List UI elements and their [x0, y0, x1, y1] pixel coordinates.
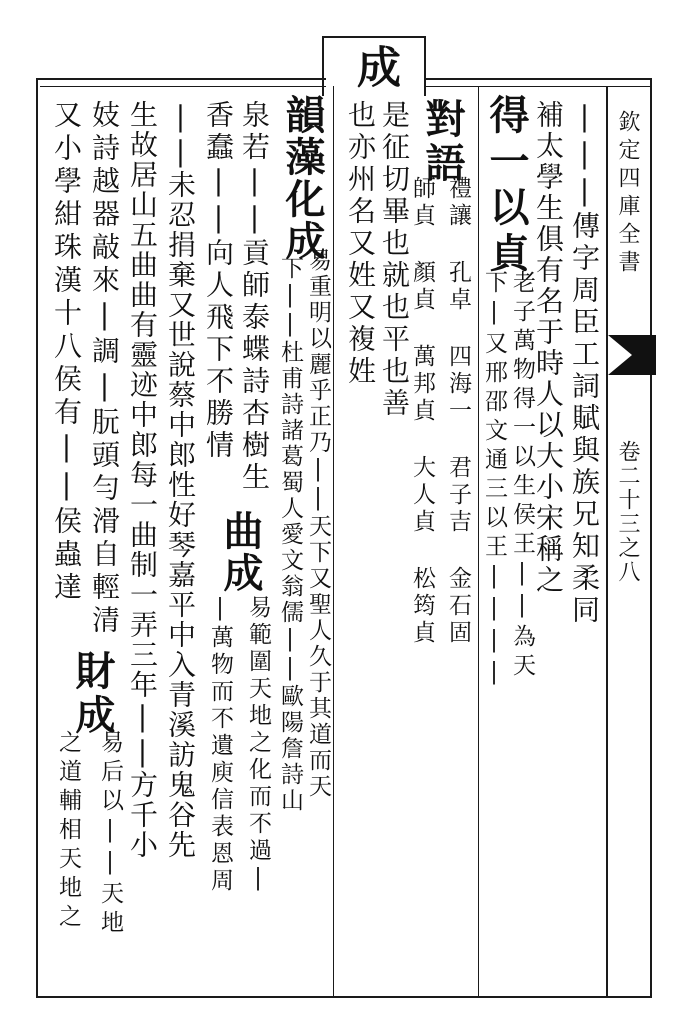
column-divider-1 — [478, 86, 479, 998]
text-column-6: 也亦州名又姓又複姓 — [344, 100, 377, 388]
fish-tail-ornament — [608, 335, 656, 375]
text-column-12: 妓詩越器敲來|調|朊頭勻滑自輕清 — [88, 100, 121, 638]
text-column-7a: 易重明以麗乎正乃||天下又聖人久于其道而天 — [305, 248, 331, 800]
column-divider-2 — [333, 86, 334, 998]
entry-heading-caicheng: 財成 — [69, 650, 116, 738]
text-column-9: 香蠢||向人飛下不勝情 — [202, 100, 235, 462]
text-column-12b: 易后以||天地 — [97, 730, 123, 939]
top-rule-left — [36, 78, 326, 80]
text-column-8b: 易範圍天地之化而不過| — [245, 595, 271, 895]
text-column-4a: 禮讓 孔卓 四海一 君子吉 金石固 — [445, 176, 471, 647]
text-column-1: |||傳字周臣工詞賦與族兄知柔同 — [568, 100, 601, 627]
entry-heading-duiyu: 對語 — [419, 98, 466, 186]
text-column-2: 補太學生俱有名于時人以大小宋稱之 — [532, 100, 565, 596]
inner-rule-left — [40, 86, 326, 87]
text-column-8: 泉若||貢師泰蝶詩杏樹生 — [238, 100, 271, 494]
head-character: 成 — [349, 44, 400, 89]
margin-volume: 卷二十三之八 — [615, 440, 640, 584]
text-column-10: ||未忍捐棄又世說蔡中郎性好琴嘉平中入青溪訪鬼谷先 — [164, 100, 197, 860]
text-column-13b: 之道輔相天地之 — [55, 730, 81, 933]
text-column-13: 又小學紺珠漢十八侯有||侯蟲達 — [50, 100, 83, 605]
text-column-3b: 下|又邢邵文通三以王|||| — [481, 270, 507, 691]
margin-book-title: 欽定四庫全書 — [615, 110, 640, 278]
entry-heading-qucheng: 曲成 — [217, 510, 264, 594]
margin-divider — [606, 86, 608, 998]
text-column-3a: 老子萬物得一以生侯王||為天 — [509, 270, 535, 682]
text-column-9b: |萬物而不遺庾信表恩周 — [207, 595, 233, 895]
text-column-5: 是征切畢也就也平也善 — [378, 100, 411, 420]
text-column-11: 生故居山五曲曲有靈迹中郎每一曲制一弄三年||方千小 — [126, 100, 159, 860]
text-column-4b: 師貞 顏貞 萬邦貞 大人貞 松筠貞 — [409, 176, 435, 647]
inner-rule-right — [424, 86, 652, 87]
top-rule-right — [424, 78, 652, 80]
entry-heading-deyi: 得一以貞 — [483, 94, 530, 278]
entry-heading-yunzao: 韻藻化成 — [279, 94, 326, 262]
text-column-7b: 下||杜甫詩諸葛蜀人愛文翁儒||歐陽詹詩山 — [277, 256, 303, 814]
